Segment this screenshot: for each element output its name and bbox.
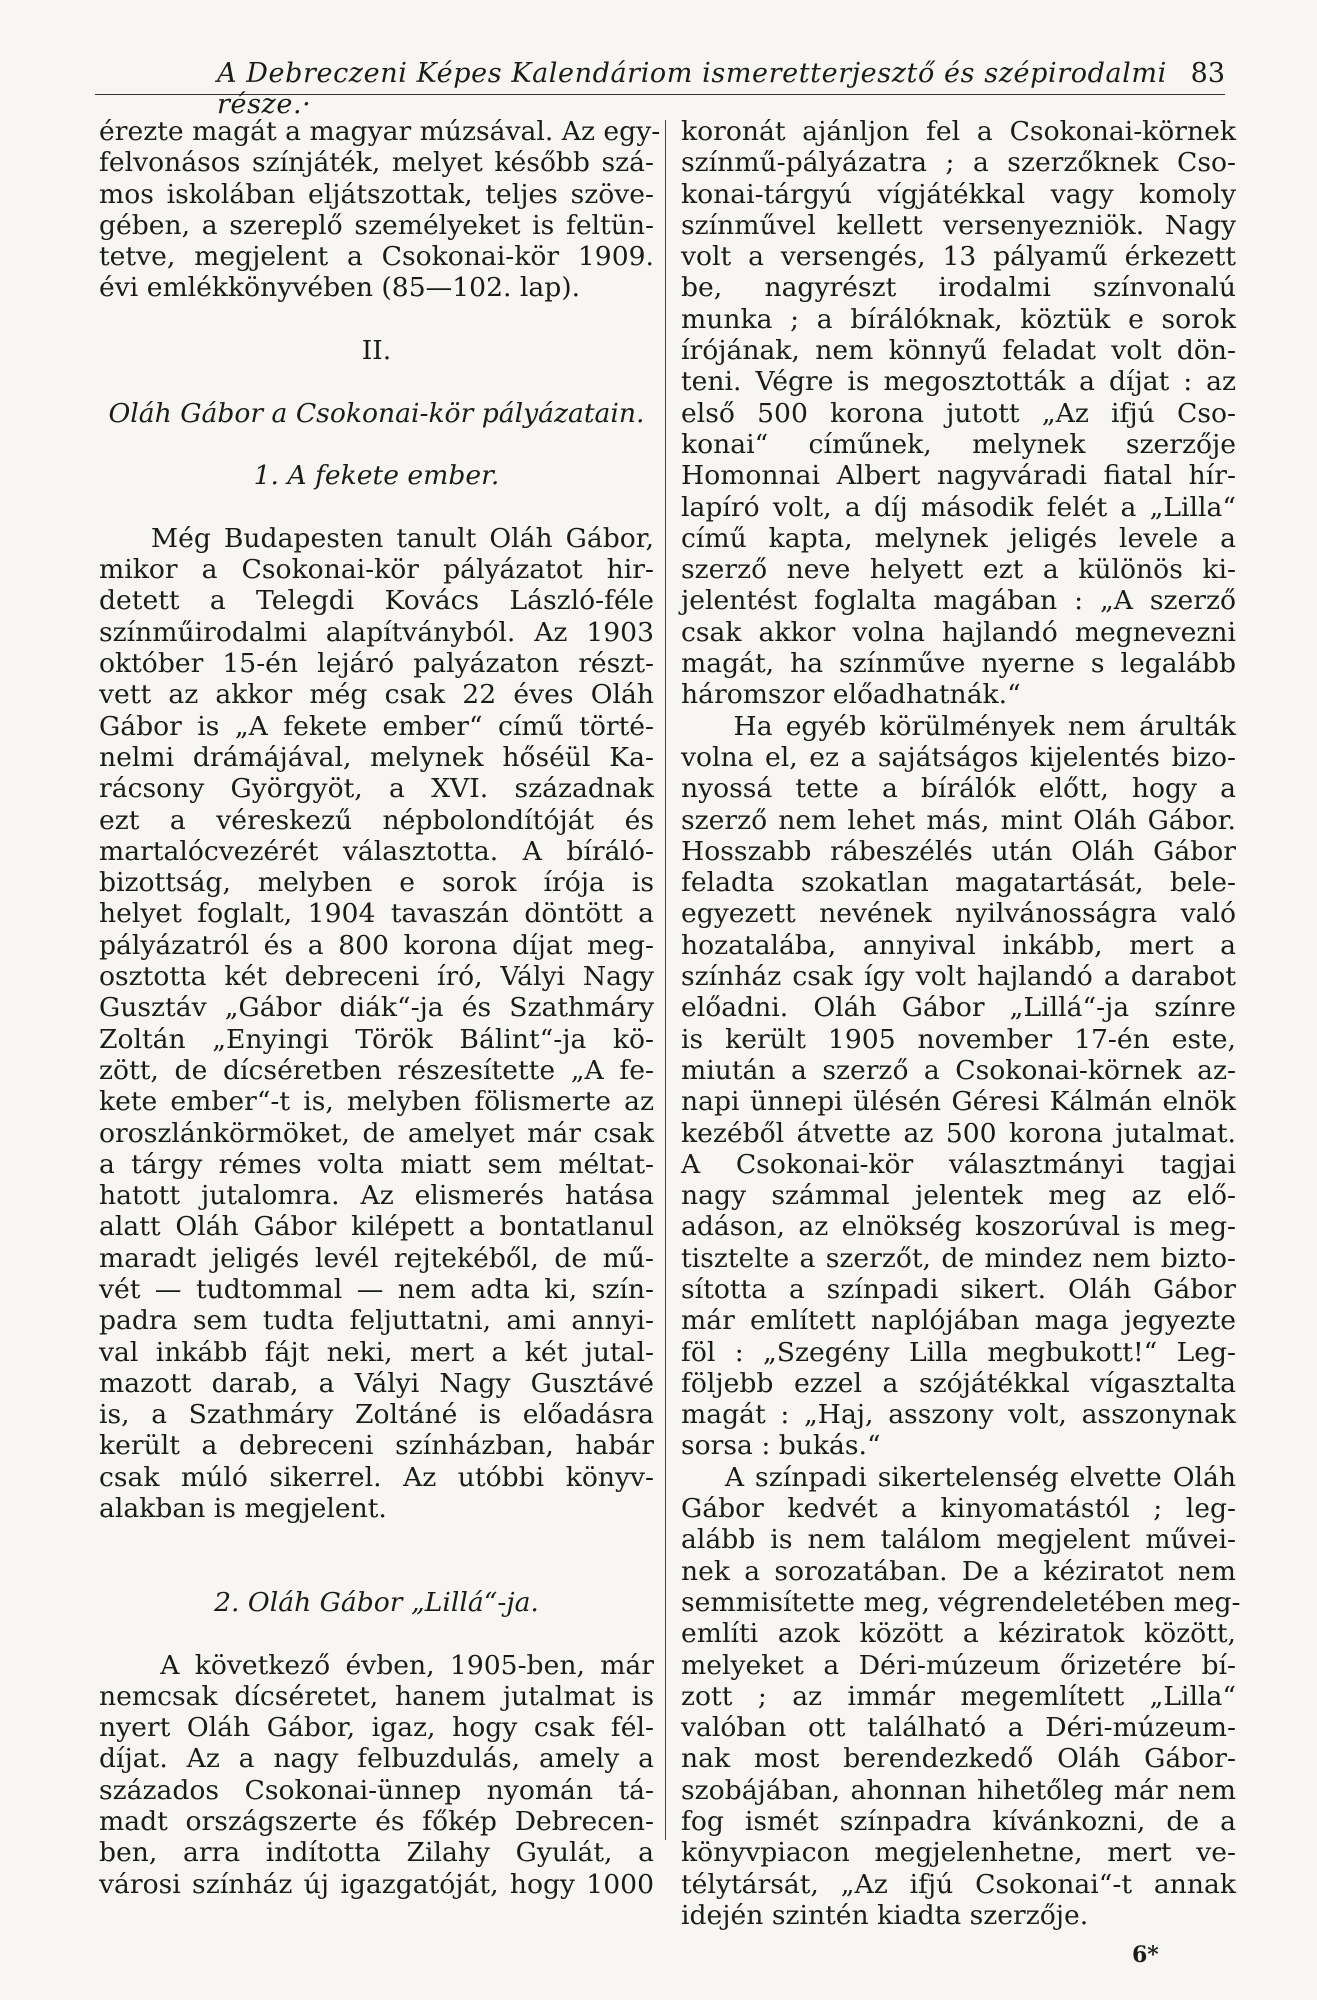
- text-line: mikor a Csokonai-kör pályázatot hir-: [99, 554, 654, 586]
- heading-line: 2. Oláh Gábor „Lillá“-ja.: [214, 1586, 539, 1618]
- text-line: martalócvezérét választotta. A bíráló-: [99, 835, 654, 867]
- page-number: 83: [1190, 58, 1225, 89]
- text-line: háromszor előadhatnák.“: [681, 679, 1021, 711]
- text-line: valóban ott található a Déri-múzeum-: [681, 1712, 1236, 1744]
- text-line: volt a versengés, 13 pályamű érkezett: [681, 241, 1236, 273]
- text-line: díjat. Az a nagy felbuzdulás, amely a: [99, 1743, 654, 1775]
- blank-line: [99, 429, 654, 460]
- text-line: Gusztáv „Gábor diák“-ja és Szathmáry: [99, 992, 654, 1024]
- left-column: [99, 116, 661, 1900]
- text-line: A következő évben, 1905-ben, már: [99, 1649, 654, 1681]
- text-line: föl : „Szegény Lilla megbukott!“ Leg-: [681, 1336, 1236, 1368]
- text-line: mos iskolában eljátszottak, teljes szöve-: [99, 178, 654, 210]
- text-line: magát : „Haj, asszony volt, asszonynak: [681, 1399, 1236, 1431]
- text-line: feladta szokatlan magatartását, bele-: [681, 867, 1236, 899]
- heading-line: 1. A fekete ember.: [253, 460, 500, 492]
- text-line: val inkább fájt neki, mert a két jutal-: [99, 1336, 654, 1368]
- text-line: detett a Telegdi Kovács László-féle: [99, 585, 654, 617]
- text-line: A színpadi sikertelenség elvette Oláh: [681, 1461, 1236, 1493]
- text-line: színműirodalmi alapítványból. Az 1903: [99, 616, 654, 648]
- heading-line: II.: [361, 335, 392, 367]
- running-header: [95, 58, 1225, 120]
- text-line: említi azok között a kéziratok között,: [681, 1618, 1236, 1650]
- heading-line: Oláh Gábor a Csokonai-kör pályázatain.: [108, 397, 645, 429]
- text-line: följebb ezzel a szójátékkal vígasztalta: [681, 1367, 1236, 1399]
- signature-mark: 6*: [1132, 1942, 1159, 1968]
- text-line: már említett naplójában maga jegyezte: [681, 1305, 1236, 1337]
- text-line: rácsony Györgyöt, a XVI. századnak: [99, 773, 654, 805]
- column-divider: [665, 120, 666, 1840]
- text-line: zött, de dícséretben részesítette „A fe-: [99, 1054, 654, 1086]
- text-line: százados Csokonai-ünnep nyomán tá-: [99, 1774, 654, 1806]
- text-line: nagy számmal jelentek meg az elő-: [681, 1180, 1236, 1212]
- text-line: alatt Oláh Gábor kilépett a bontatlanul: [99, 1211, 654, 1243]
- text-line: szerző nem lehet más, mint Oláh Gábor.: [681, 804, 1236, 836]
- text-line: kezéből átvette az 500 korona jutalmat.: [681, 1117, 1236, 1149]
- text-line: teni. Végre is megosztották a díjat : az: [681, 366, 1236, 398]
- text-line: Zoltán „Enyingi Török Bálint“-ja kö-: [99, 1023, 654, 1055]
- text-line: Hosszabb rábeszélés után Oláh Gábor: [681, 835, 1236, 867]
- text-line: nyert Oláh Gábor, igaz, hogy csak fél-: [99, 1712, 654, 1744]
- text-line: adáson, az elnökség koszorúval is meg-: [681, 1211, 1236, 1243]
- text-line: színművel kellett versenyezniök. Nagy: [681, 209, 1236, 241]
- text-line: osztotta két debreceni író, Vályi Nagy: [99, 961, 654, 993]
- right-column: [681, 116, 1241, 1931]
- text-line: csak akkor volna hajlandó megnevezni: [681, 616, 1236, 648]
- text-line: könyvpiacon megjelenhetne, mert ve-: [681, 1837, 1236, 1869]
- text-line: szerző neve helyett ezt a különös ki-: [681, 554, 1236, 586]
- text-line: nyossá tette a bírálók előtt, hogy a: [681, 773, 1236, 805]
- text-line: színház csak így volt hajlandó a darabot: [681, 961, 1236, 993]
- running-title: A Debreczeni Képes Kalendáriom ismeretterjesztő és szépirodalmi része.·: [217, 58, 1167, 120]
- text-line: színmű-pályázatra ; a szerzőknek Cso-: [681, 147, 1236, 179]
- text-line: is került 1905 november 17-én este,: [681, 1023, 1236, 1055]
- text-line: vét — tudtommal — nem adta ki, szín-: [99, 1273, 654, 1305]
- blank-line: [99, 1524, 654, 1555]
- text-line: hozatalába, annyival inkább, mert a: [681, 929, 1236, 961]
- text-line: gében, a szereplő személyeket is feltün-: [99, 209, 654, 241]
- text-line: sította a színpadi sikert. Oláh Gábor: [681, 1273, 1236, 1305]
- text-line: konai-tárgyú vígjátékkal vagy komoly: [681, 178, 1236, 210]
- text-line: tisztelte a szerzőt, de mindez nem bizto-: [681, 1242, 1236, 1274]
- text-line: alább is nem találom megjelent művei-: [681, 1524, 1236, 1556]
- text-line: nek a sorozatában. De a kéziratot nem: [681, 1555, 1236, 1587]
- text-line: is, a Szathmáry Zoltáné is előadásra: [99, 1399, 654, 1431]
- text-line: városi színház új igazgatóját, hogy 1000: [99, 1868, 654, 1900]
- text-line: ben, arra indította Zilahy Gyulát, a: [99, 1837, 654, 1869]
- blank-line: [99, 1556, 654, 1587]
- text-line: bizottság, melyben e sorok írója is: [99, 867, 654, 899]
- text-line: télytársát, „Az ifjú Csokonai“-t annak: [681, 1868, 1236, 1900]
- text-line: október 15-én lejáró palyázaton részt-: [99, 648, 654, 680]
- text-line: lapíró volt, a díj második felét a „Lilla“: [681, 491, 1236, 523]
- text-line: alakban is megjelent.: [99, 1493, 387, 1525]
- text-line: sorsa : bukás.“: [681, 1430, 881, 1462]
- blank-line: [99, 304, 654, 335]
- text-line: miután a szerző a Csokonai-körnek az-: [681, 1054, 1236, 1086]
- text-line: be, nagyrészt irodalmi színvonalú: [681, 272, 1236, 304]
- text-line: egyezett nevének nyilvánosságra való: [681, 898, 1236, 930]
- text-line: Homonnai Albert nagyváradi fiatal hír-: [681, 460, 1236, 492]
- text-line: oroszlánkörmöket, de amelyet már csak: [99, 1117, 654, 1149]
- text-line: volna el, ez a sajátságos kijelentés bizo-: [681, 741, 1236, 773]
- text-line: hatott jutalomra. Az elismerés hatása: [99, 1180, 654, 1212]
- text-line: idején szintén kiadta szerzője.: [681, 1899, 1089, 1931]
- text-line: Ha egyéb körülmények nem árulták: [681, 710, 1236, 742]
- text-line: mazott darab, a Vályi Nagy Gusztávé: [99, 1367, 654, 1399]
- text-line: madt országszerte és főkép Debrecen-: [99, 1806, 654, 1838]
- text-line: helyet foglalt, 1904 tavaszán döntött a: [99, 898, 654, 930]
- text-line: konai“ címűnek, melynek szerzője: [681, 428, 1236, 460]
- text-line: első 500 korona jutott „Az ifjú Cso-: [681, 397, 1236, 429]
- text-line: kete ember“-t is, melyben fölismerte az: [99, 1086, 654, 1118]
- text-line: előadni. Oláh Gábor „Lillá“-ja színre: [681, 992, 1236, 1024]
- text-line: koronát ajánljon fel a Csokonai-körnek: [681, 116, 1236, 147]
- text-line: vett az akkor még csak 22 éves Oláh: [99, 679, 654, 711]
- text-line: érezte magát a magyar múzsával. Az egy-: [99, 116, 661, 147]
- text-line: semmisítette meg, végrendeletében meg-: [681, 1586, 1241, 1618]
- text-line: jelentést foglalta magában : „A szerző: [681, 585, 1236, 617]
- text-line: csak múló sikerrel. Az utóbbi könyv-: [99, 1461, 654, 1493]
- blank-line: [99, 492, 654, 523]
- text-line: A Csokonai-kör választmányi tagjai: [681, 1148, 1236, 1180]
- text-line: pályázatról és a 800 korona díjat meg-: [99, 929, 654, 961]
- text-line: szobájában, ahonnan hihetőleg már nem: [681, 1774, 1236, 1806]
- text-line: ezt a véreskezű népbolondítóját és: [99, 804, 654, 836]
- text-line: zott ; az immár megemlített „Lilla“: [681, 1680, 1236, 1712]
- text-line: maradt jeligés levél rejtekéből, de mű-: [99, 1242, 654, 1274]
- text-line: magát, ha színműve nyerne s legalább: [681, 648, 1236, 680]
- text-line: munka ; a bírálóknak, köztük e sorok: [681, 303, 1236, 335]
- text-line: fog ismét színpadra kívánkozni, de a: [681, 1806, 1236, 1838]
- text-line: évi emlékkönyvében (85—102. lap).: [99, 272, 581, 304]
- text-line: tetve, megjelent a Csokonai-kör 1909.: [99, 241, 654, 273]
- text-line: Gábor kedvét a kinyomatástól ; leg-: [681, 1493, 1236, 1525]
- text-line: nelmi drámájával, melynek hőséül Ka-: [99, 741, 654, 773]
- text-line: Még Budapesten tanult Oláh Gábor,: [99, 522, 654, 554]
- text-line: felvonásos színjáték, melyet később szá-: [99, 147, 654, 179]
- text-line: padra sem tudta feljuttatni, ami annyi-: [99, 1305, 654, 1337]
- text-line: című kapta, melynek jeligés levele a: [681, 522, 1236, 554]
- text-line: napi ünnepi ülésén Géresi Kálmán elnök: [681, 1086, 1236, 1118]
- text-line: került a debreceni színházban, habár: [99, 1430, 654, 1462]
- text-line: melyeket a Déri-múzeum őrizetére bí-: [681, 1649, 1236, 1681]
- text-line: Gábor is „A fekete ember“ című törté-: [99, 710, 654, 742]
- text-line: nak most berendezkedő Oláh Gábor-: [681, 1743, 1236, 1775]
- text-line: írójának, nem könnyű feladat volt dön-: [681, 335, 1236, 367]
- blank-line: [99, 1618, 654, 1649]
- text-line: nemcsak dícséretet, hanem jutalmat is: [99, 1680, 654, 1712]
- text-line: a tárgy rémes volta miatt sem méltat-: [99, 1148, 654, 1180]
- blank-line: [99, 366, 654, 397]
